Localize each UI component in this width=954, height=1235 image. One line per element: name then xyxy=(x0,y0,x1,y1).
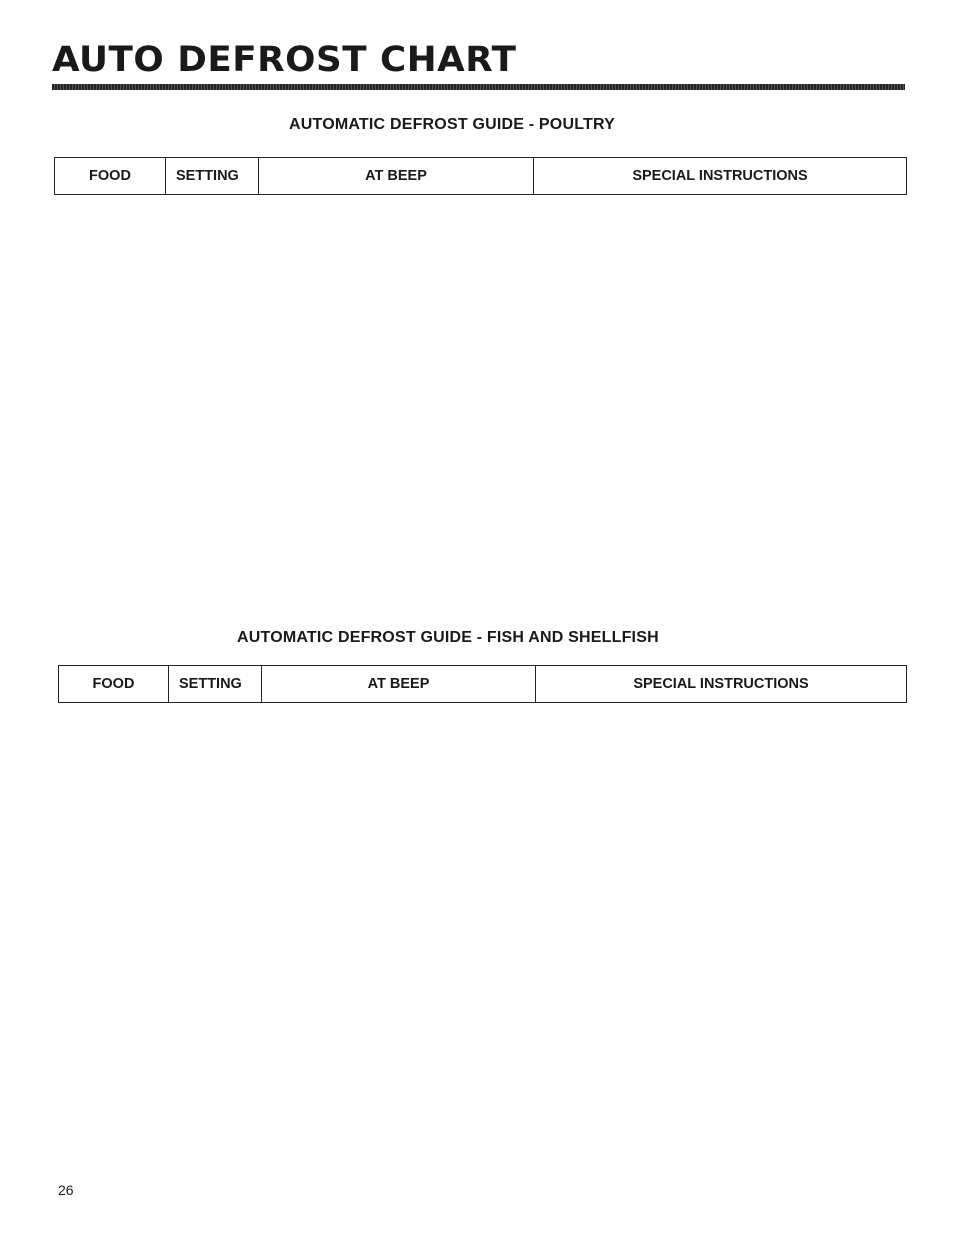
fish-guide-table xyxy=(58,665,907,703)
header-at-beep: AT BEEP xyxy=(262,666,536,703)
poultry-section-title: AUTOMATIC DEFROST GUIDE - POULTRY xyxy=(289,116,615,133)
header-special-instructions: SPECIAL INSTRUCTIONS xyxy=(536,666,907,703)
page-title: AUTO DEFROST CHART xyxy=(52,40,517,80)
title-rule xyxy=(52,84,905,90)
table-header-row xyxy=(59,666,907,703)
header-setting: SETTING xyxy=(169,666,262,703)
page-number: 26 xyxy=(58,1182,74,1198)
header-food: FOOD xyxy=(59,666,169,703)
header-special-instructions: SPECIAL INSTRUCTIONS xyxy=(534,158,907,195)
poultry-guide-table xyxy=(54,157,907,195)
fish-section-title: AUTOMATIC DEFROST GUIDE - FISH AND SHELLFISH xyxy=(237,629,659,646)
header-at-beep: AT BEEP xyxy=(259,158,534,195)
header-setting: SETTING xyxy=(166,158,259,195)
table-header-row xyxy=(55,158,907,195)
header-food: FOOD xyxy=(55,158,166,195)
